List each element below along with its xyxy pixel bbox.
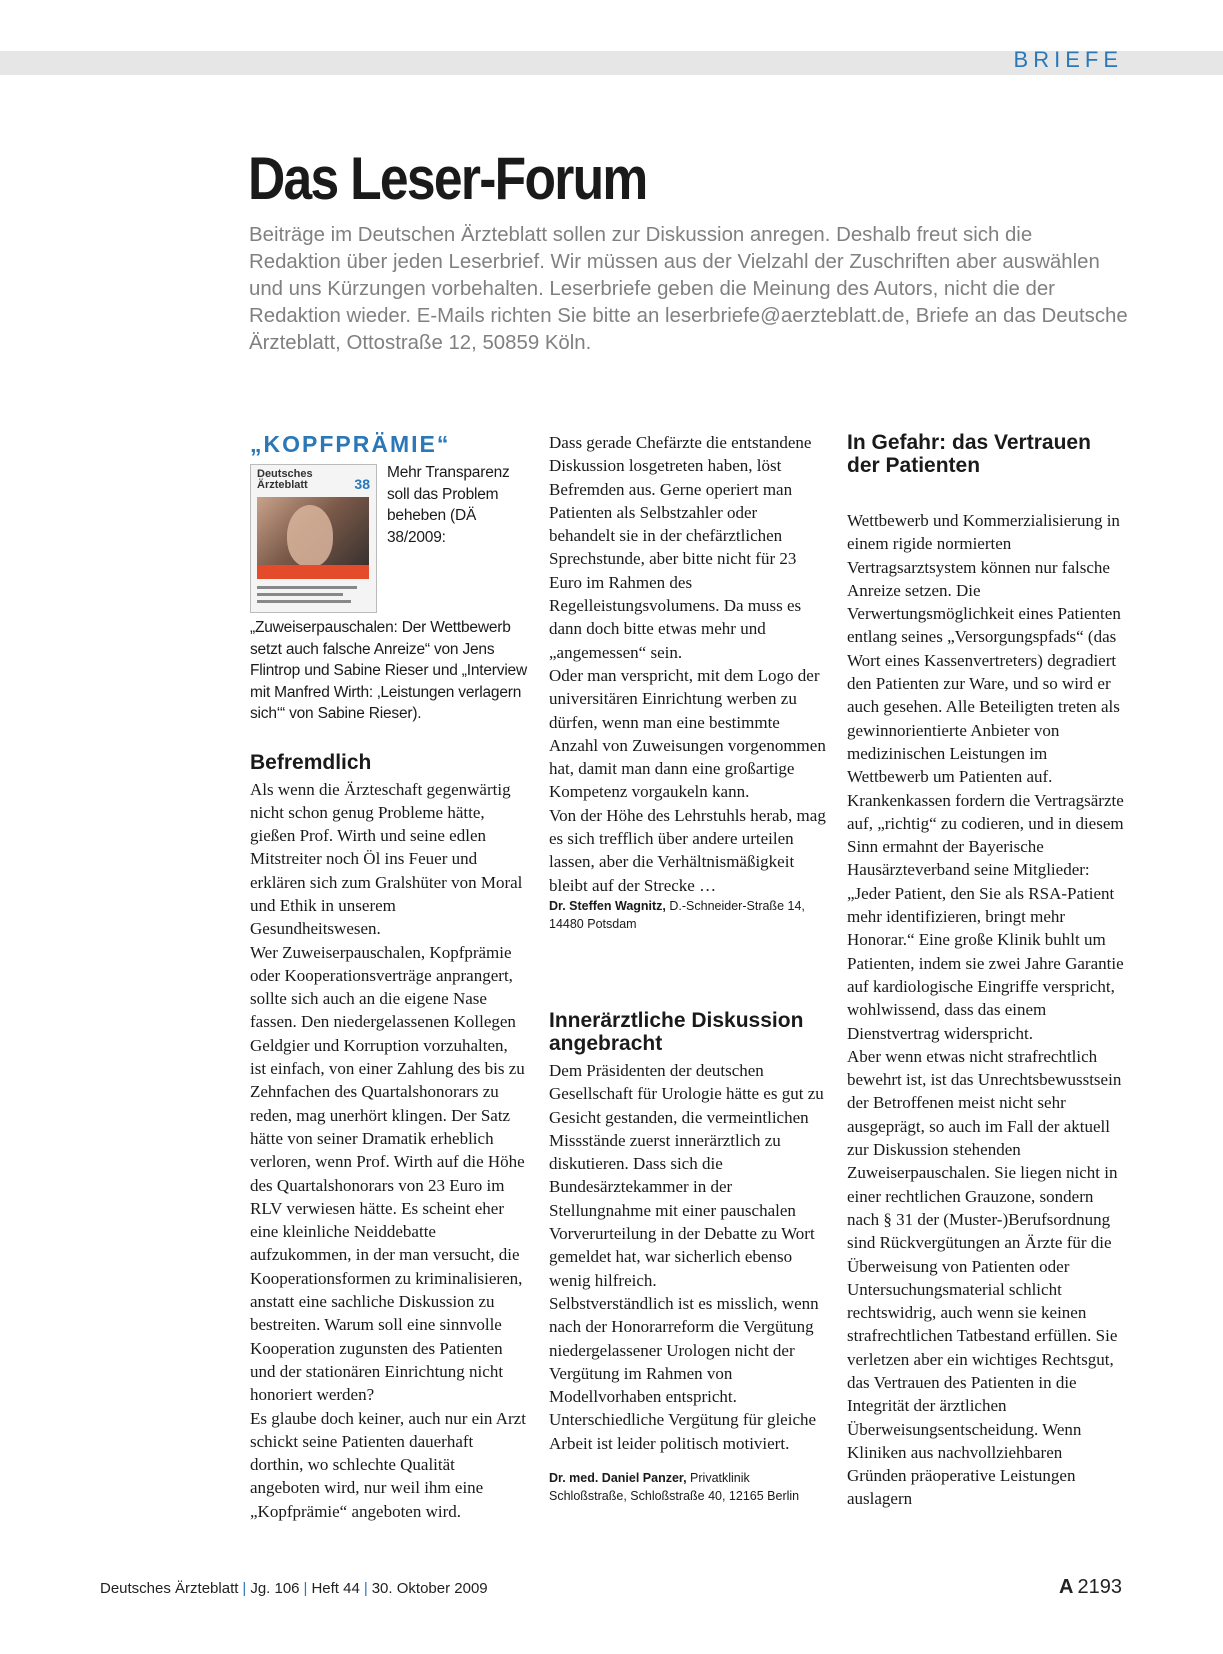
cover-text-line <box>257 593 343 596</box>
page-prefix: A <box>1059 1576 1074 1598</box>
author-address: D.-Schneider-Straße 14, 14480 Potsdam <box>549 898 805 931</box>
page-footer <box>100 1580 488 1597</box>
topic-reference: Mehr Transparenz soll das Problem beheben (DÄ 38/2009: „Zuweiserpauschalen: Der Wettbewerb setzt auch falsche Anreize“ von Jens Flintrop und Sabine Rieser und „Interview mit Manfred Wirth: ‚Leistungen verlagern sich‘“ von Sabine Rieser). <box>250 464 527 722</box>
author-address: Privatklinik Schloßstraße, Schloßstraße 40, 12165 Berlin <box>549 1470 800 1503</box>
page-title: Das Leser-Forum <box>248 145 647 212</box>
spacer <box>549 933 827 1009</box>
footer-separator: | <box>242 1580 247 1597</box>
author-name: Dr. med. Daniel Panzer, <box>549 1470 687 1485</box>
author-signature <box>549 1469 827 1505</box>
letter-paragraph: Dem Präsidenten der deutschen Gesellschaft für Urologie hätte es gut zu Gesicht gestanden, die vermeintlichen Missstände zuerst innerärztlich zu diskutieren. Dass sich die Bundesärztekammer in der Stellungnahme mit einer pauschalen Vorverurteilung in der Debatte zu Wort gemeldet hat, war sicherlich ebenso wenig hilfreich. <box>549 1060 824 1290</box>
page-number <box>1059 1576 1122 1599</box>
topic-label: „KOPFPRÄMIE“ <box>250 431 451 457</box>
intro-text: Beiträge im Deutschen Ärzteblatt sollen zur Diskussion anregen. Deshalb freut sich die Redaktion über jeden Leserbrief. Wir müssen aus der Vielzahl der Zuschriften aber auswählen und uns Kürzungen vorbehalten. Leserbriefe geben die Meinung des Autors, nicht die der Redaktion wieder. E-Mails richten Sie bitte an leserbriefe@aerzteblatt.de, Briefe an das Deutsche Ärzteblatt, Ottostraße 12, 50859 Köln. <box>249 224 1128 354</box>
letter-paragraph: Als wenn die Ärzteschaft gegenwärtig nicht schon genug Probleme hätte, gießen Prof. Wirth und seine edlen Mitstreiter noch Öl ins Feuer und erklären sich zum Gralshüter von Moral und Ethik in unserem Gesundheitswesen. <box>250 779 523 939</box>
letter-paragraph: Aber wenn etwas nicht strafrechtlich bewehrt ist, ist das Unrechtsbewusstsein der Betroffenen meist nicht sehr ausgeprägt, so auch im Fall der aktuell zur Diskussion stehenden Zuweiserpauschalen. Sie liegen nicht in einer rechtlichen Grauzone, sondern nach § 31 der (Muster-)Berufsordnung sind Rückvergütungen an Ärzte für die Überweisung von Patienten oder Untersuchungsmaterial schlicht rechtswidrig, auch wenn sie keinen strafrechtlichen Tatbestand erfüllen. Sie verletzen aber ein wichtiges Rechtsgut, das Vertrauen des Patienten in die Integrität der ärztlichen Überweisungsentscheidung. Wenn Kliniken aus nachvollziehbaren Gründen präoperative Leistungen auslagern <box>847 1046 1122 1509</box>
cover-portrait <box>287 505 333 567</box>
cover-text-line <box>257 600 351 603</box>
cover-masthead: Deutsches Ärzteblatt <box>257 468 313 491</box>
cover-issue-number: 38 <box>354 476 370 492</box>
letter-paragraph: Wer Zuweiserpauschalen, Kopfprämie oder Kooperationsverträge anprangert, sollte sich auch an die eigene Nase fassen. Den niedergelassenen Kollegen Geldgier und Korruption vorzuhalten, ist einfach, von einer Zahlung des bis zu Zehnfachen des Quartalshonorars zu reden, mag unerhört klingen. Der Satz hätte von seiner Dramatik erheblich verloren, wenn Prof. Wirth auf die Höhe des Quartalshonorars von 23 Euro im RLV verwiesen hätte. Es scheint eher eine kleinliche Neiddebatte aufzukommen, in der man versucht, die Kooperationsformen zu kriminalisieren, anstatt eine sachliche Diskussion zu bestreiten. Warum soll eine sinnvolle Kooperation zugunsten des Patienten und der stationären Einrichtung nicht honoriert werden? <box>250 942 525 1405</box>
page-number-value: 2193 <box>1077 1576 1122 1598</box>
letter-paragraph: Wettbewerb und Kommerzialisierung in einem rigide normierten Vertragsarztsystem können nur falsche Anreize setzen. Die Verwertungsmöglichkeit eines Patienten entlang seines „Versorgungspfads“ (das Wort eines Kassenvertreters) degradiert den Patienten zur Ware, und so wird er auch gesehen. Alle Beteiligten treten als gewinnorientierte Anbieter von medizinischen Leistungen im Wettbewerb um Patienten auf. Krankenkassen fordern die Vertragsärzte auf, „richtig“ zu codieren, und in diesem Sinn ermahnt der Bayerische Hausärzteverband seine Mitglieder: „Jeder Patient, den Sie als RSA-Patient mehr identifizieren, bringt mehr Honorar.“ Eine große Klinik buhlt um Patienten, indem sie zwei Jahre Garantie auf kardiologische Eingriffe verspricht, wohlwissend, dass das einem Dienstvertrag widerspricht. <box>847 511 1124 1043</box>
footer-volume: Jg. 106 <box>250 1580 300 1597</box>
footer-issue: Heft 44 <box>311 1580 360 1597</box>
magazine-cover-image <box>250 464 377 613</box>
letter-paragraph: Selbstverständlich ist es misslich, wenn nach der Honorarreform die Vergütung niedergelassener Urologen nicht der Vergütung im Rahmen von Modellvorhaben entspricht. Unterschiedliche Vergütung für gleiche Arbeit ist leider politisch motiviert. <box>549 1293 819 1453</box>
column-2 <box>549 431 827 1505</box>
letter-paragraph: Oder man verspricht, mit dem Logo der universitären Einrichtung werben zu dürfen, wenn man eine bestimmte Anzahl von Zuweisungen vorgenommen hat, damit man dann eine großartige Kompetenz vorgaukeln kann. <box>549 665 826 802</box>
letter-paragraph: Von der Höhe des Lehrstuhls herab, mag es sich trefflich über andere urteilen lassen, aber die Verhältnismäßigkeit bleibt auf der Strecke … <box>549 805 826 895</box>
footer-separator: | <box>303 1580 308 1597</box>
letter-heading: Innerärztliche Diskussion angebracht <box>549 1008 804 1055</box>
section-label: BRIEFE <box>1013 47 1123 72</box>
cover-band <box>257 565 369 579</box>
column-3 <box>847 431 1125 1511</box>
footer-publication: Deutsches Ärzteblatt <box>100 1580 239 1597</box>
cover-text-line <box>257 586 357 589</box>
footer-separator: | <box>363 1580 368 1597</box>
letter-heading: In Gefahr: das Vertrauen der Patienten <box>847 431 1091 477</box>
footer-date: 30. Oktober 2009 <box>371 1580 488 1597</box>
letter-paragraph: Es glaube doch keiner, auch nur ein Arzt schickt seine Patienten dauerhaft dorthin, wo schlechte Qualität angeboten wird, nur weil ihm eine „Kopfprämie“ angeboten wird. <box>250 1408 526 1521</box>
author-signature <box>549 897 827 933</box>
author-name: Dr. Steffen Wagnitz, <box>549 898 666 913</box>
column-1 <box>250 430 528 1523</box>
letter-paragraph: Dass gerade Chefärzte die entstandene Diskussion losgetreten haben, löst Befremden aus. Gerne operiert man Patienten als Selbstzahler oder behandelt sie in der chefärztlichen Sprechstunde, aber bitte nicht für 23 Euro im Rahmen des Regelleistungsvolumens. Da muss es dann doch bitte etwas mehr und „angemessen“ sein. <box>549 433 812 662</box>
letter-heading: Befremdlich <box>250 750 372 774</box>
